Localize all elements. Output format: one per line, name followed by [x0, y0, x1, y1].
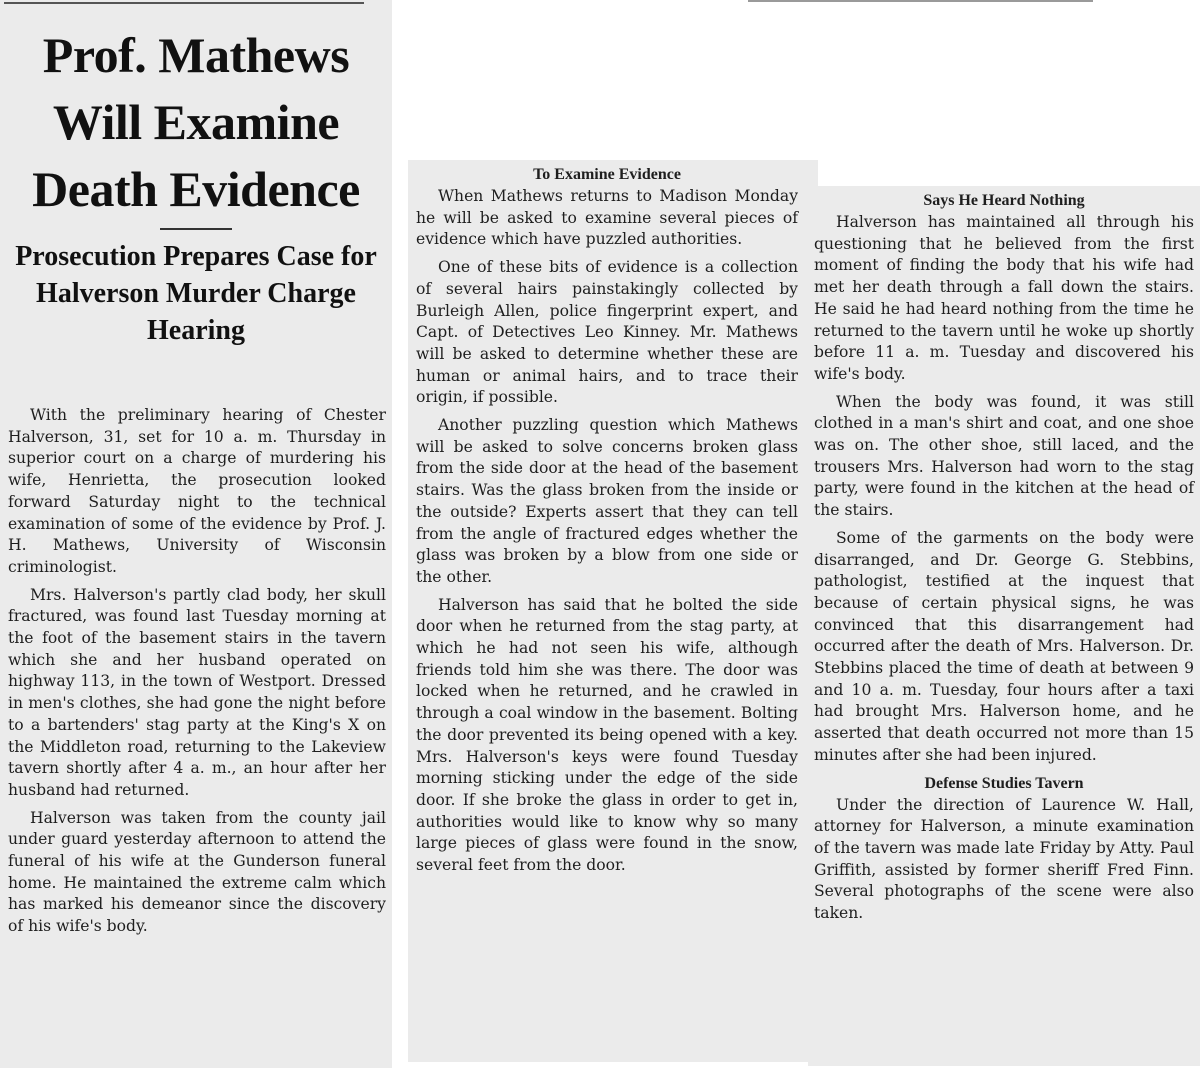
subhead-to-examine-evidence: To Examine Evidence	[533, 166, 681, 183]
paragraph: When Mathews returns to Madison Monday he will be asked to examine several pieces of evidence which have puzzled authorities.	[416, 187, 798, 249]
paragraph: Halverson was taken from the county jail under guard yesterday afternoon to attend the funeral of his wife at the Gunderson funeral home. He maintained the extreme calm which has marked his demeanor since the discovery of his wife's body.	[8, 808, 386, 936]
divider-rule	[160, 228, 232, 230]
paragraph: Under the direction of Laurence W. Hall, attorney for Halverson, a minute examination of the tavern was made late Friday by Atty. Paul Griffith, assisted by former sheriff Fred Finn. Several photographs of the scene were also taken.	[814, 795, 1194, 923]
paragraph: Mrs. Halverson's partly clad body, her skull fractured, was found last Tuesday morning at the foot of the basement stairs in the tavern which she and her husband operated on highway 113, in the town of Westport. Dressed in men's clothes, she had gone the night before to a bartenders' stag party at the King's X on the Middleton road, returning to the Lakeview tavern shortly after 4 a. m., an hour after her husband had returned.	[8, 585, 386, 799]
clipping-column-1	[0, 0, 392, 1068]
paragraph: With the preliminary hearing of Chester Halverson, 31, set for 10 a. m. Thursday in superior court on a charge of murdering his wife, Henrietta, the prosecution looked forward Saturday night to the technical examination of some of the evidence by Prof. J. H. Mathews, University of Wisconsin criminologist.	[8, 406, 386, 576]
paragraph: Some of the garments on the body were disarranged, and Dr. George G. Stebbins, pathologist, testified at the inquest that because of certain physical signs, he was convinced that this disarrangement had occurred after the death of Mrs. Halverson. Dr. Stebbins placed the time of death at between 9 and 10 a. m. Tuesday, four hours after a taxi had brought Mrs. Halverson home, and he asserted that death occurred not more than 15 minutes after she had been injured.	[814, 528, 1194, 764]
deck-headline: Prosecution Prepares Case for Halverson Murder Charge Hearing	[15, 241, 377, 346]
clipping-column-3	[808, 186, 1200, 1066]
article-body-column-3	[814, 190, 1194, 931]
paragraph: Halverson has maintained all through his questioning that he believed from the first moment of finding the body that his wife had met her death through a fall down the stairs. He said he had heard nothing from the time he returned to the tavern until he woke up shortly before 11 a. m. Tuesday and discovered his wife's body.	[814, 213, 1194, 383]
subhead-defense-studies-tavern: Defense Studies Tavern	[924, 774, 1084, 792]
subhead-says-he-heard-nothing: Says He Heard Nothing	[923, 192, 1085, 209]
paragraph: Another puzzling question which Mathews will be asked to solve concerns broken glass from the side door at the head of the basement stairs. Was the glass broken from the inside or the outside? Experts assert that they can tell from the angle of fractured edges whether the glass was broken by a blow from one side or the other.	[416, 416, 798, 586]
paragraph: One of these bits of evidence is a collection of several hairs painstakingly collected by Burleigh Allen, police fingerprint expert, and Capt. of Detectives Leo Kinney. Mr. Mathews will be asked to determine whether these are human or animal hairs, and to trace their origin, if possible.	[416, 258, 798, 407]
clipping-column-2	[408, 160, 818, 1062]
clipping-edge	[748, 0, 1093, 2]
paragraph: Halverson has said that he bolted the side door when he returned from the stag party, at which he had not seen his wife, although friends told him she was there. The door was locked when he returned, and he crawled in through a coal window in the basement. Bolting the door prevented its being opened with a key. Mrs. Halverson's keys were found Tuesday morning sticking under the edge of the side door. If she broke the glass in order to get in, authorities would like to know why so many large pieces of glass were found in the snow, several feet from the door.	[416, 595, 798, 875]
headline: Prof. Mathews Will Examine Death Evidence	[32, 27, 360, 217]
article-body-column-2	[416, 164, 798, 883]
top-rule	[4, 2, 364, 4]
paragraph: When the body was found, it was still clothed in a man's shirt and coat, and one shoe was on. The other shoe, still laced, and the trousers Mrs. Halverson had worn to the stag party, were found in the kitchen at the head of the stairs.	[814, 392, 1194, 520]
article-body-column-1	[8, 405, 386, 944]
